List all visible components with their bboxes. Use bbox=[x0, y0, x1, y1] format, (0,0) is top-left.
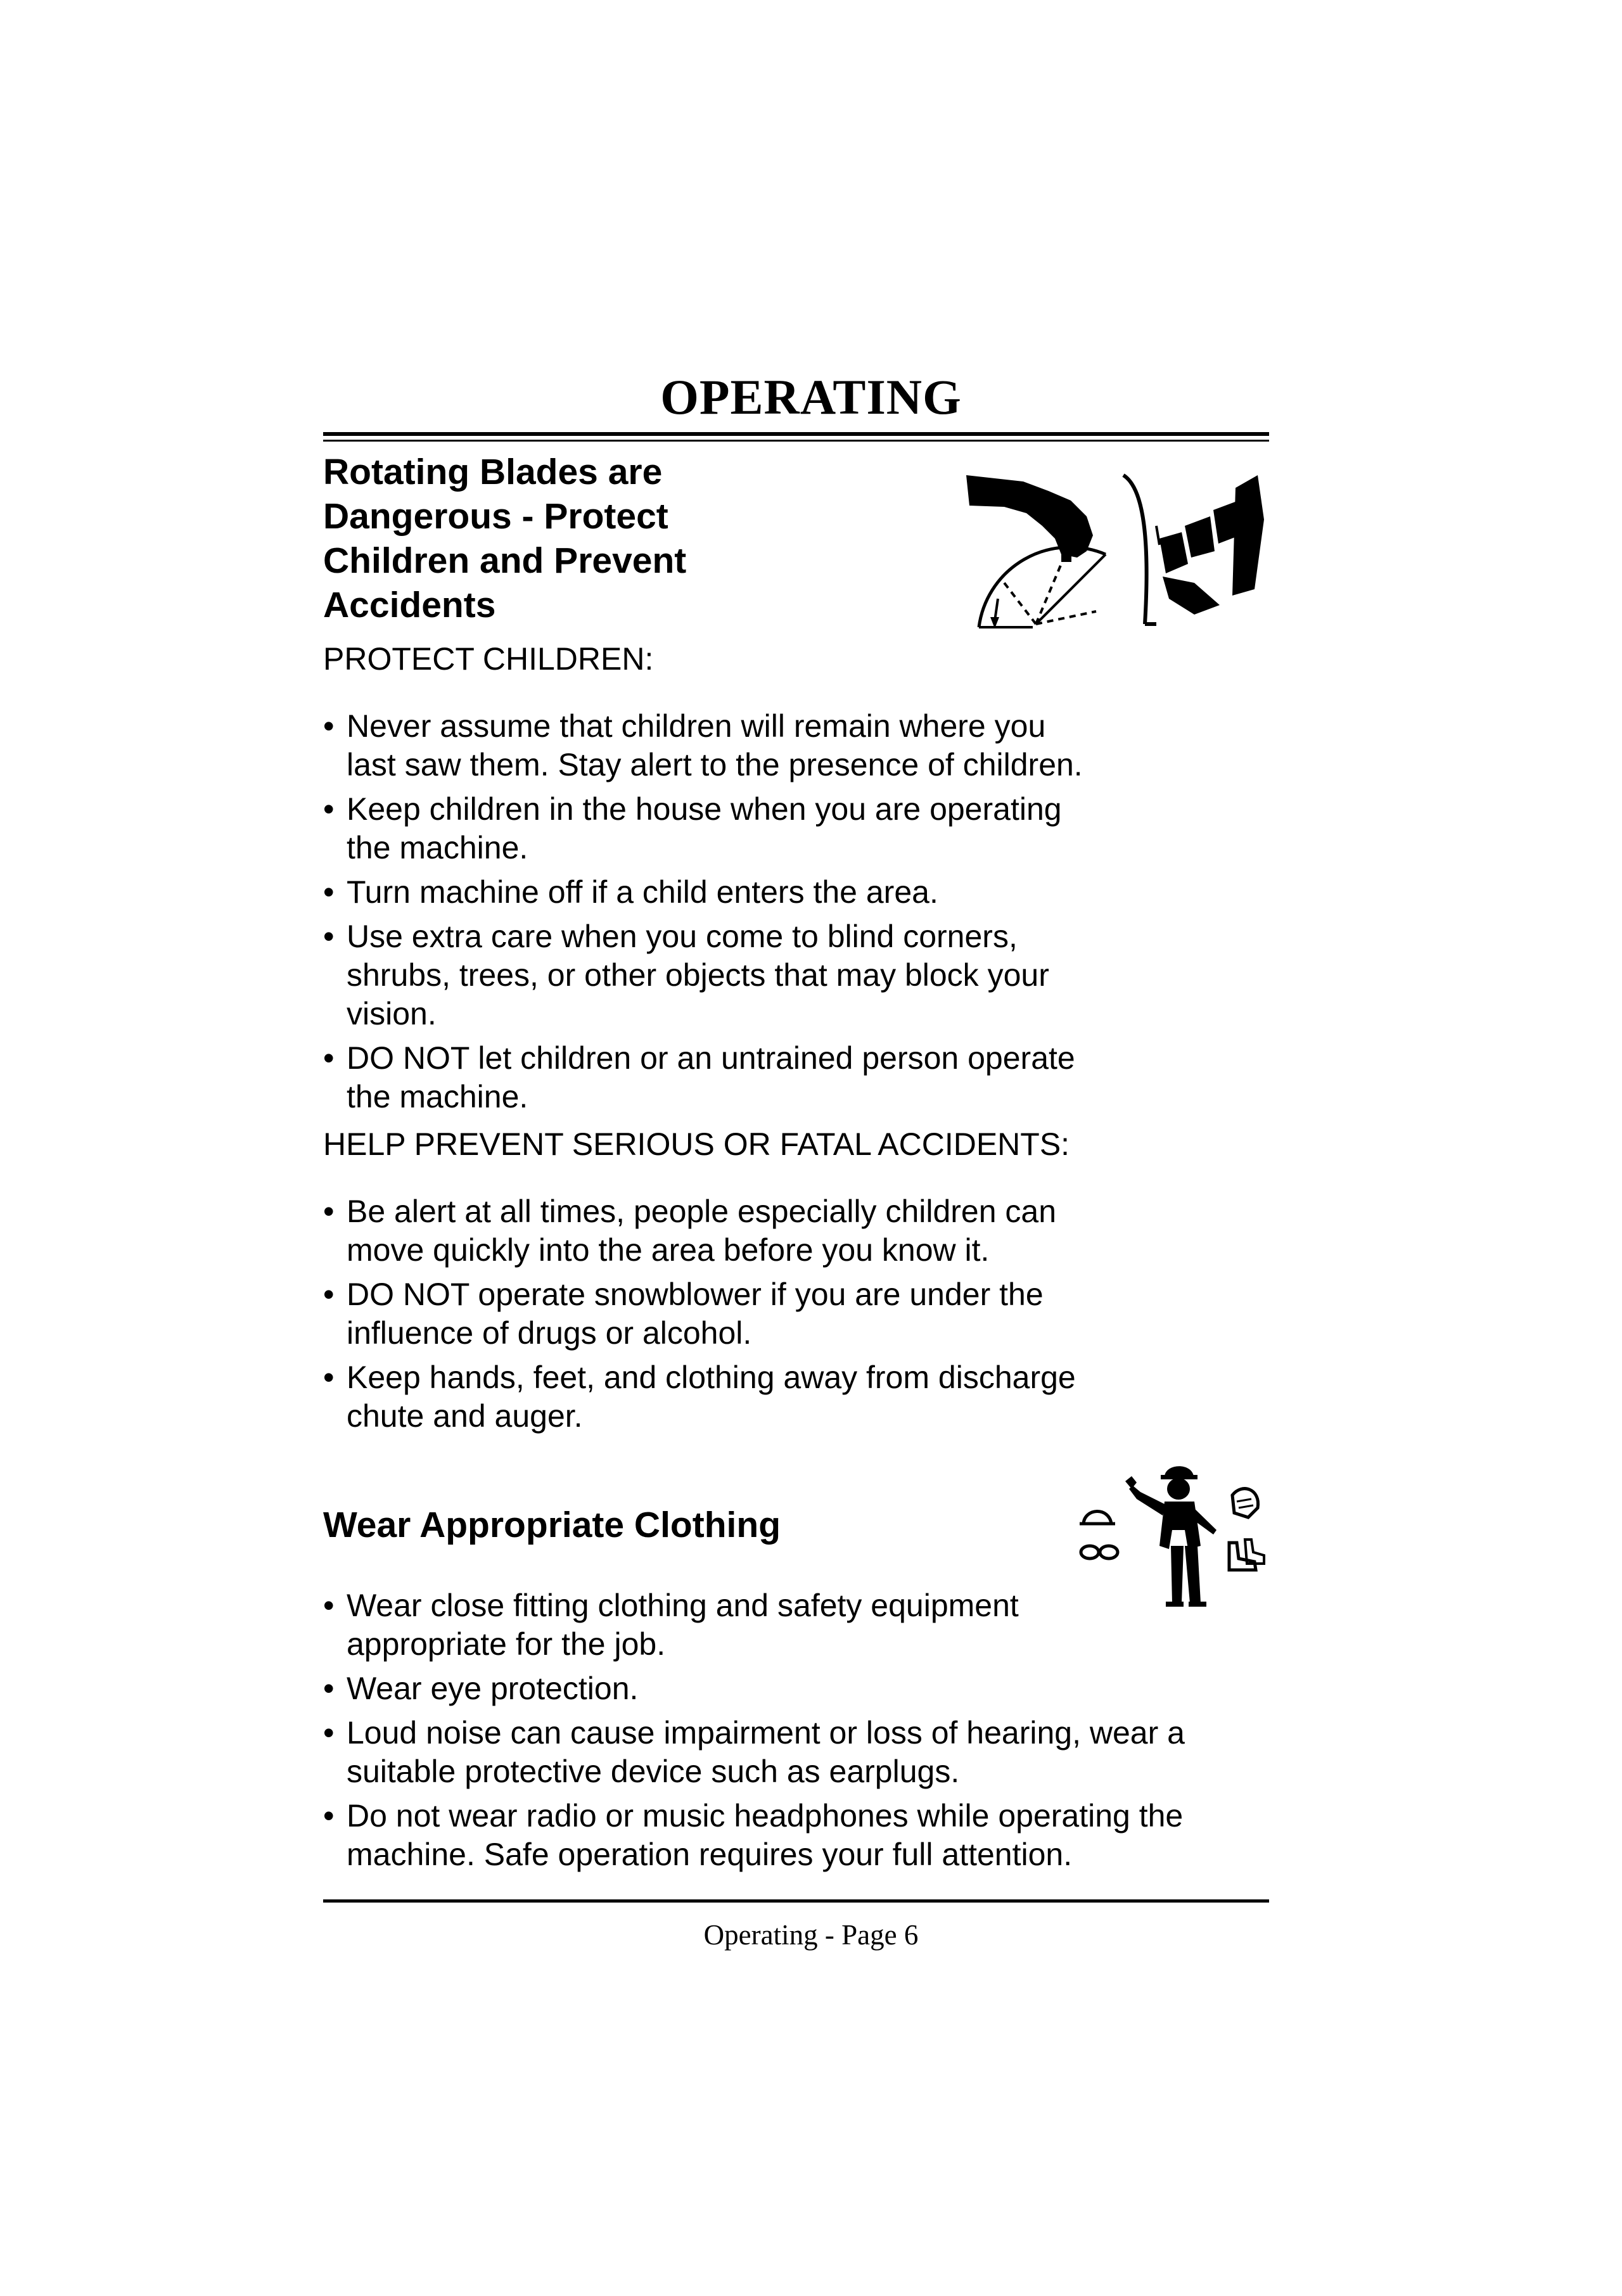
bullet-icon: • bbox=[323, 1715, 335, 1751]
section-title-line: Accidents bbox=[323, 585, 496, 625]
bullet-icon: • bbox=[323, 874, 335, 910]
list-item: • DO NOT let children or an untrained person operate the machine. bbox=[323, 1040, 1075, 1114]
bullet-icon: • bbox=[323, 708, 335, 744]
section-title-rotating-blades bbox=[323, 450, 686, 627]
page-title: OPERATING bbox=[660, 369, 962, 424]
bullet-icon: • bbox=[323, 1798, 335, 1834]
page-footer: Operating - Page 6 bbox=[703, 1919, 919, 1951]
list-item: • Do not wear radio or music headphones while operating the machine. Safe operation requires your full attention. bbox=[323, 1798, 1184, 1872]
section-title-line: Rotating Blades are bbox=[323, 452, 663, 492]
list-item: • DO NOT operate snowblower if you are under the influence of drugs or alcohol. bbox=[323, 1277, 1044, 1351]
hand-near-rotating-blade-warning-icon bbox=[966, 462, 1269, 646]
accidents-heading: HELP PREVENT SERIOUS OR FATAL ACCIDENTS: bbox=[323, 1126, 1070, 1162]
bullet-icon: • bbox=[323, 1040, 335, 1076]
list-item: • Keep children in the house when you are operating the machine. bbox=[323, 791, 1062, 865]
list-item: • Never assume that children will remain where you last saw them. Stay alert to the presence of children. bbox=[323, 708, 1083, 782]
header-rule-top bbox=[323, 432, 1269, 436]
list-item: • Loud noise can cause impairment or loss of hearing, wear a suitable protective device such as earplugs. bbox=[323, 1715, 1185, 1789]
list-item: • Turn machine off if a child enters the area. bbox=[323, 873, 1083, 912]
protect-children-heading: PROTECT CHILDREN: bbox=[323, 641, 654, 677]
bullet-icon: • bbox=[323, 919, 335, 954]
list-item: • Use extra care when you come to blind corners, shrubs, trees, or other objects that may block your vision. bbox=[323, 919, 1049, 1031]
bullet-icon: • bbox=[323, 1277, 335, 1312]
header-rule-bottom bbox=[323, 440, 1269, 442]
list-item: • Wear close fitting clothing and safety equipment appropriate for the job. bbox=[323, 1588, 1019, 1662]
protect-children-list bbox=[323, 707, 1083, 1122]
footer-rule bbox=[323, 1899, 1269, 1903]
section-title-line: Dangerous - Protect bbox=[323, 496, 668, 537]
section-title-line: Children and Prevent bbox=[323, 540, 687, 581]
bullet-icon: • bbox=[323, 1671, 335, 1706]
bullet-icon: • bbox=[323, 1588, 335, 1623]
list-item: • Wear eye protection. bbox=[323, 1669, 1185, 1708]
section-title-clothing: Wear Appropriate Clothing bbox=[323, 1505, 781, 1545]
clothing-list bbox=[323, 1586, 1185, 1880]
list-item: • Keep hands, feet, and clothing away from discharge chute and auger. bbox=[323, 1360, 1076, 1434]
bullet-icon: • bbox=[323, 791, 335, 827]
list-item: • Be alert at all times, people especially children can move quickly into the area before you know it. bbox=[323, 1194, 1057, 1268]
accidents-list bbox=[323, 1192, 1076, 1441]
bullet-icon: • bbox=[323, 1360, 335, 1395]
bullet-icon: • bbox=[323, 1194, 335, 1229]
